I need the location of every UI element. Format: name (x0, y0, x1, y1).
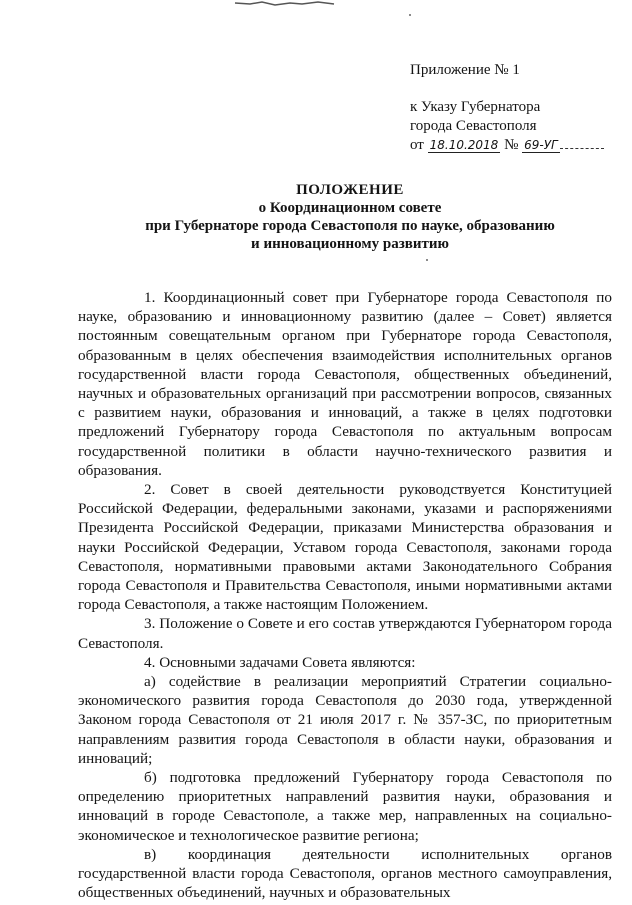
number-label: № (504, 137, 519, 153)
title-main: ПОЛОЖЕНИЕ (296, 182, 404, 198)
paragraph-3: 3. Положение о Совете и его состав утверждаются Губернатором города Севастополя. (78, 615, 612, 652)
title-line-1: о Координационном совете (258, 200, 442, 216)
title-line-2: при Губернаторе города Севастополя по науке, образованию (145, 218, 555, 234)
handwritten-number: 69-УГ (524, 138, 558, 152)
from-label: от (410, 137, 424, 153)
paragraph-1: 1. Координационный совет при Губернаторе города Севастополя по науке, образованию и инновационному развитию (далее – Совет) является постоянным совещательным органом при Губернаторе города Севастополя, образованным в целях обеспечения взаимодействия исполнительных органов государственной власти города Севастополя, общественных объединений, научных и образовательных организаций при рассмотрении вопросов, связанных с развитием науки, образования и инноваций, а также в целях подготовки предложений Губернатору города Севастополя по актуальным вопросам государственной политики в области научно-технического развития и образования. (78, 289, 612, 479)
scan-artifact-mark (230, 0, 340, 8)
city-name: города Севастополя (410, 118, 537, 134)
title-line-3: и инновационному развитию (251, 236, 449, 252)
paragraph-4c: в) координация деятельности исполнительных органов государственной власти города Севастополя, органов местного самоуправления, общественных объединений, научных и образовательных (78, 845, 612, 902)
annex-title: Приложение № 1 (410, 62, 520, 78)
annex-header (410, 61, 604, 155)
paragraph-2: 2. Совет в своей деятельности руководствуется Конституцией Российской Федерации, федеральными законами, указами и распоряжениями Президента Российской Федерации, приказами Министерства образования и науки Российской Федерации, Уставом города Севастополя, законами города Севастополя, нормативными правовыми актами Законодательного Собрания города Севастополя и Правительства Севастополя, иными нормативными актами города Севастополя, а также настоящим Положением. (78, 481, 612, 614)
decree-reference: к Указу Губернатора (410, 99, 541, 115)
paragraph-4b: б) подготовка предложений Губернатору города Севастополя по определению приоритетных направлений развития науки, образования и инноваций в городе Севастополе, а также мер, направленных на социально-экономическое и технологическое развитие региона; (78, 769, 612, 844)
document-title (90, 181, 610, 253)
document-body (78, 288, 612, 903)
scan-speck (409, 14, 411, 16)
decree-date-line (410, 136, 604, 155)
date-underline (560, 136, 604, 149)
scan-speck (426, 259, 428, 261)
handwritten-date: 18.10.2018 (429, 138, 499, 152)
paragraph-4a: а) содействие в реализации мероприятий Стратегии социально-экономического развития города Севастополя до 2030 года, утвержденной Законом города Севастополя от 21 июля 2017 г. № 357-ЗС, по приоритетным направлениям развития города Севастополя в области науки, образования и инноваций; (78, 673, 612, 767)
paragraph-4: 4. Основными задачами Совета являются: (144, 653, 416, 671)
